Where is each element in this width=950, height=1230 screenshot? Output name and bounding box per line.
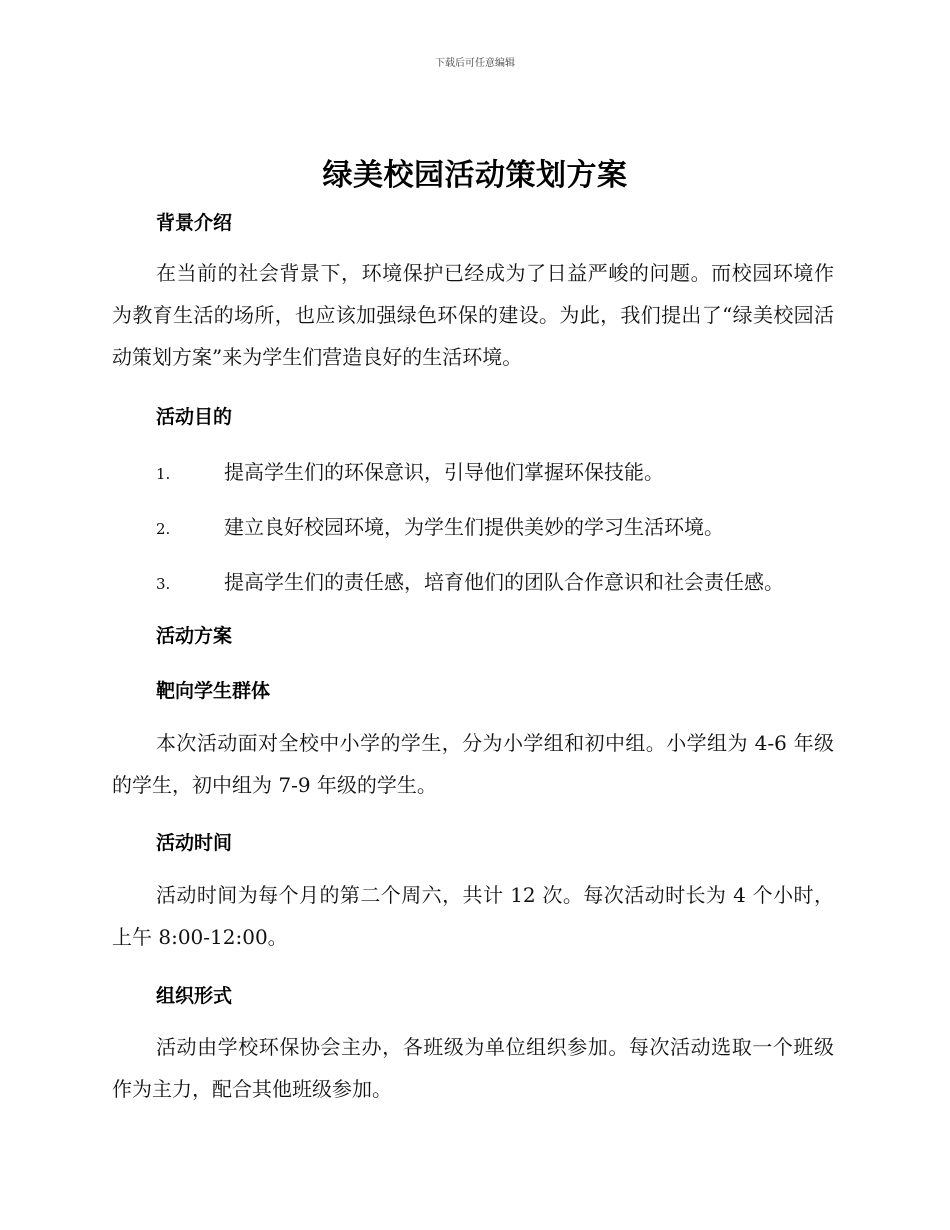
list-item (156, 511, 724, 540)
list-item (156, 566, 784, 595)
document-title: 绿美校园活动策划方案 (322, 158, 628, 193)
page-header: 下载后可任意编辑 (435, 58, 515, 69)
paragraph-target: 本次活动面对全校中小学的学生，分为小学组和初中组。小学组为 4-6 年级的学生，初中组为 7-9 年级的学生。 (112, 731, 834, 797)
paragraph-background: 在当前的社会背景下，环境保护已经成为了日益严峻的问题。而校园环境作为教育生活的场所，也应该加强绿色环保的建设。为此，我们提出了“绿美校园活动策划方案”来为学生们营造良好的生活环境。 (112, 261, 834, 369)
paragraph-organization: 活动由学校环保协会主办，各班级为单位组织参加。每次活动选取一个班级作为主力，配合其他班级参加。 (112, 1035, 834, 1101)
paragraph-time: 活动时间为每个月的第二个周六，共计 12 次。每次活动时长为 4 个小时，上午 8:00-12:00。 (112, 883, 834, 949)
list-text: 提高学生们的环保意识，引导他们掌握环保技能。 (224, 460, 664, 484)
list-number: 3. (156, 575, 171, 593)
list-text: 建立良好校园环境，为学生们提供美妙的学习生活环境。 (224, 515, 724, 539)
heading-goals: 活动目的 (156, 406, 233, 428)
heading-target: 靶向学生群体 (156, 680, 271, 702)
heading-organization: 组织形式 (156, 985, 233, 1007)
heading-plan: 活动方案 (156, 625, 233, 647)
heading-background: 背景介绍 (156, 212, 233, 234)
list-text: 提高学生们的责任感，培育他们的团队合作意识和社会责任感。 (224, 570, 784, 594)
list-number: 2. (156, 520, 171, 538)
list-number: 1. (156, 465, 171, 483)
list-item (156, 456, 664, 485)
heading-time: 活动时间 (156, 832, 233, 854)
